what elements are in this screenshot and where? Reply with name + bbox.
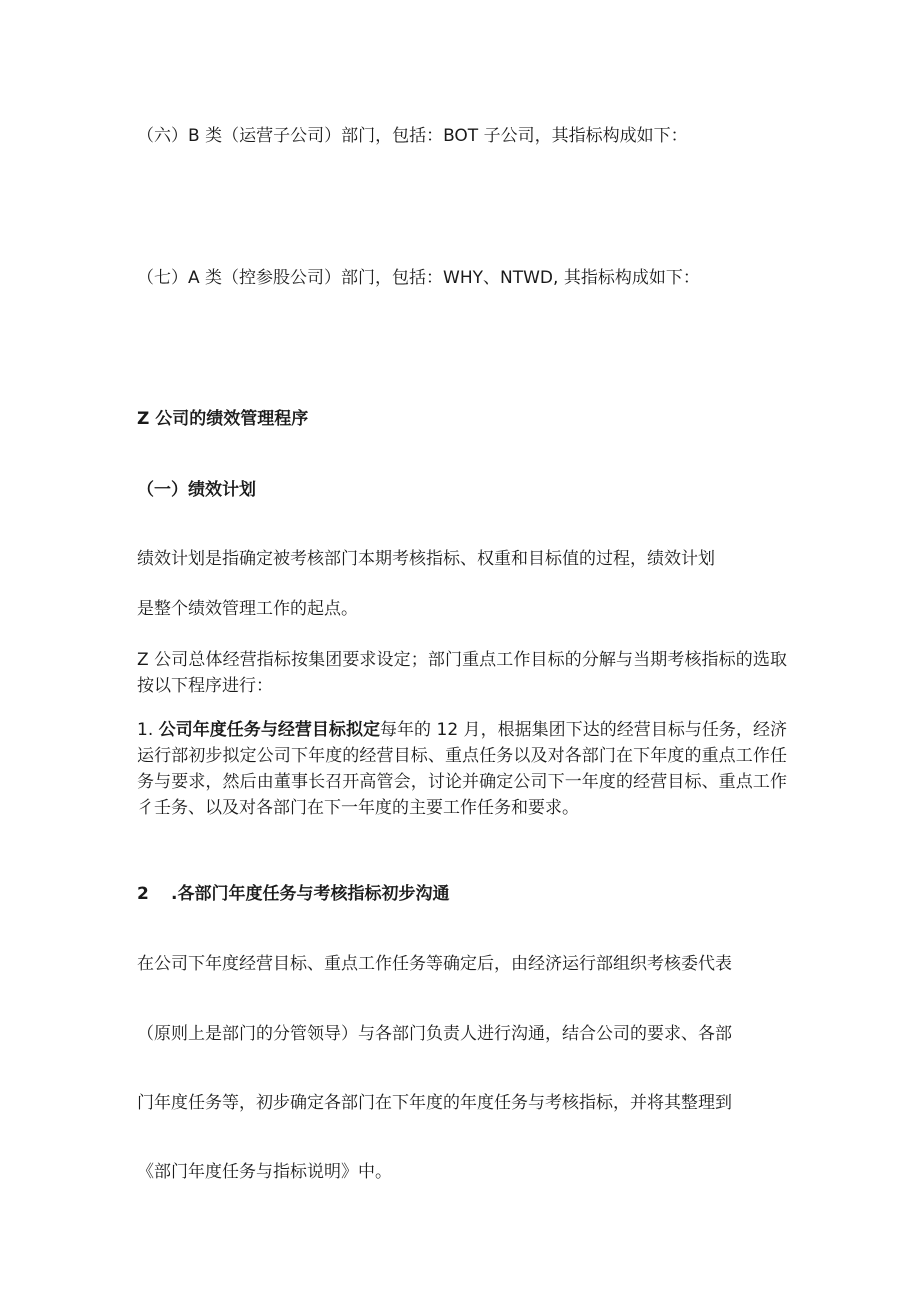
step-2-heading <box>137 881 797 907</box>
section-six-text: （六）B 类（运营子公司）部门，包括：BOT 子公司，其指标构成如下： <box>137 126 688 146</box>
step-1-paragraph <box>137 717 787 821</box>
step-2-number: 2 <box>137 884 149 904</box>
plan-definition-line-2: 是整个绩效管理工作的起点。 <box>137 599 358 619</box>
overall-indicators-paragraph: Z 公司总体经营指标按集团要求设定；部门重点工作目标的分解与当期考核指标的选取按以下程序进行： <box>137 650 787 696</box>
step-2-title: .各部门年度任务与考核指标初步沟通 <box>171 884 450 904</box>
procedure-heading: Z 公司的绩效管理程序 <box>137 409 309 429</box>
step-1-body: 每年的 12 月，根据集团下达的经营目标与任务，经济运行部初步拟定公司下年度的经营目标、重点任务以及对各部门在下年度的重点工作任务与要求，然后由董事长召开高管会，讨论并确定公司下一年度的经营目标、重点工作彳壬务、以及对各部门在下一年度的主要工作任务和要求。 <box>137 720 788 818</box>
step-2-line-2: （原则上是部门的分管领导）与各部门负责人进行沟通，结合公司的要求、各部 <box>137 1024 732 1044</box>
step-1-number: 1. <box>137 720 154 740</box>
plan-definition-line-1: 绩效计划是指确定被考核部门本期考核指标、权重和目标值的过程，绩效计划 <box>137 549 715 569</box>
step-2-line-3: 门年度任务等，初步确定各部门在下年度的年度任务与考核指标，并将其整理到 <box>137 1093 732 1113</box>
step-2-line-4: 《部门年度任务与指标说明》中。 <box>137 1162 392 1182</box>
section-seven-text: （七）A 类（控参股公司）部门，包括：WHY、NTWD, 其指标构成如下： <box>137 268 700 288</box>
plan-heading: （一）绩效计划 <box>137 480 256 500</box>
step-2-line-1: 在公司下年度经营目标、重点工作任务等确定后，由经济运行部组织考核委代表 <box>137 954 732 974</box>
step-1-title: 公司年度任务与经营目标拟定 <box>158 720 380 740</box>
